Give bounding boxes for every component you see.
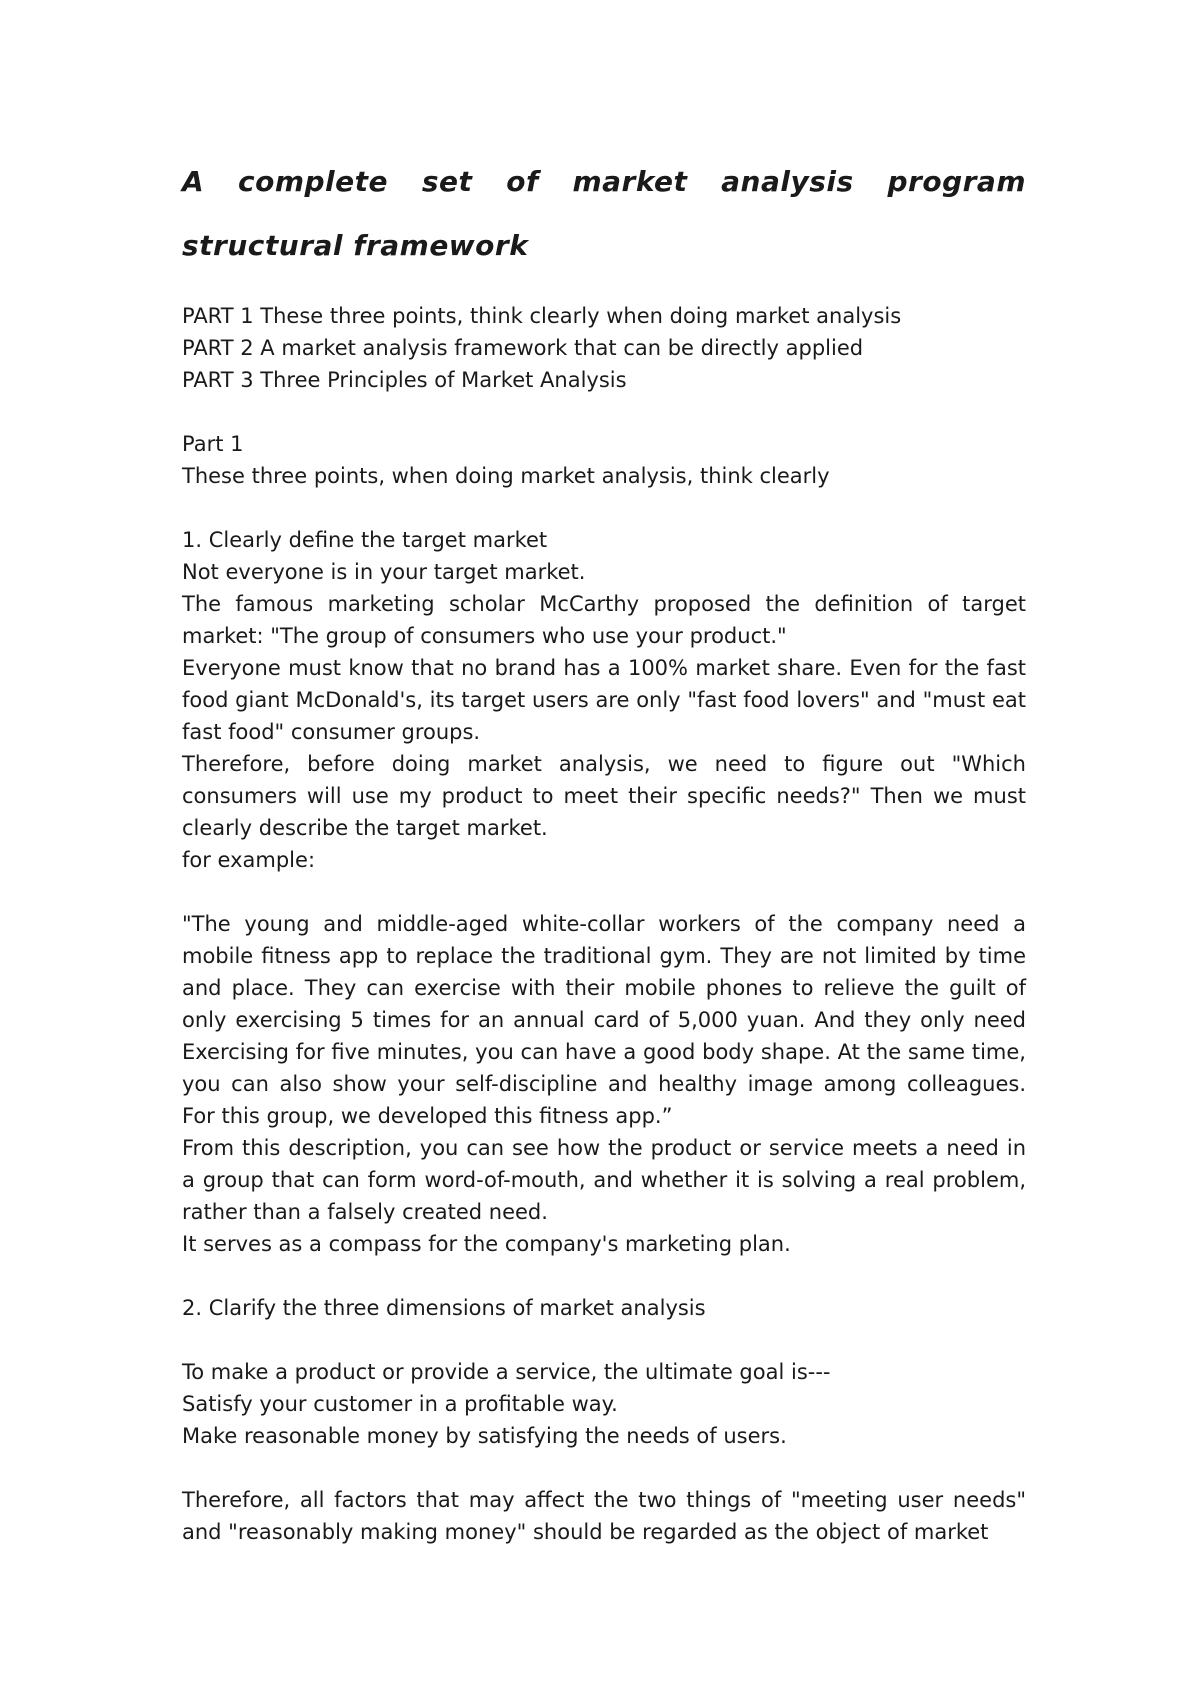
section-1-heading: 1. Clearly define the target market	[182, 528, 548, 552]
document-page	[182, 150, 1026, 1548]
toc-item-part-2: PART 2 A market analysis framework that can be directly applied	[182, 336, 864, 360]
part-1-subheading: These three points, when doing market analysis, think clearly	[182, 464, 830, 488]
section-2-line: To make a product or provide a service, the ultimate goal is---	[182, 1360, 831, 1384]
example-quote: "The young and middle-aged white-collar workers of the company need a mobile fitness app to replace the traditional gym. They are not limited by time and place. They can exercise with their mobile phones to relieve the guilt of only exercising 5 times for an annual card of 5,000 yuan. And they only need Exercising for five minutes, you can have a good body shape. At the same time, you can also show your self-discipline and healthy image among colleagues. For this group, we developed this fitness app.”	[182, 912, 1026, 1128]
table-of-contents	[182, 300, 1026, 396]
toc-item-part-1: PART 1 These three points, think clearly when doing market analysis	[182, 304, 902, 328]
section-1-paragraph: From this description, you can see how the product or service meets a need in a group that can form word-of-mouth, and whether it is solving a real problem, rather than a falsely created need.	[182, 1136, 1026, 1224]
section-1-paragraph: Everyone must know that no brand has a 100% market share. Even for the fast food giant McDonald's, its target users are only "fast food lovers" and "must eat fast food" consumer groups.	[182, 656, 1026, 744]
part-1-heading: Part 1	[182, 432, 244, 456]
section-1-paragraph: It serves as a compass for the company's marketing plan.	[182, 1232, 791, 1256]
section-2-heading: 2. Clarify the three dimensions of market analysis	[182, 1296, 706, 1320]
section-2-line: Make reasonable money by satisfying the needs of users.	[182, 1424, 787, 1448]
toc-item-part-3: PART 3 Three Principles of Market Analysis	[182, 368, 627, 392]
title-line-2: structural framework	[182, 229, 529, 262]
section-2-closing-paragraph: Therefore, all factors that may affect the two things of "meeting user needs" and "reasonably making money" should be regarded as the object of market	[182, 1488, 1026, 1544]
title-line-1: A complete set of market analysis program	[182, 165, 1026, 198]
document-title	[182, 150, 1026, 278]
section-1-paragraph: Not everyone is in your target market.	[182, 560, 586, 584]
section-2-line: Satisfy your customer in a profitable way.	[182, 1392, 618, 1416]
section-1-paragraph: The famous marketing scholar McCarthy proposed the definition of target market: "The group of consumers who use your product."	[182, 592, 1026, 648]
section-1-paragraph: Therefore, before doing market analysis, we need to figure out "Which consumers will use my product to meet their specific needs?" Then we must clearly describe the target market.	[182, 752, 1026, 840]
section-1-paragraph: for example:	[182, 848, 316, 872]
